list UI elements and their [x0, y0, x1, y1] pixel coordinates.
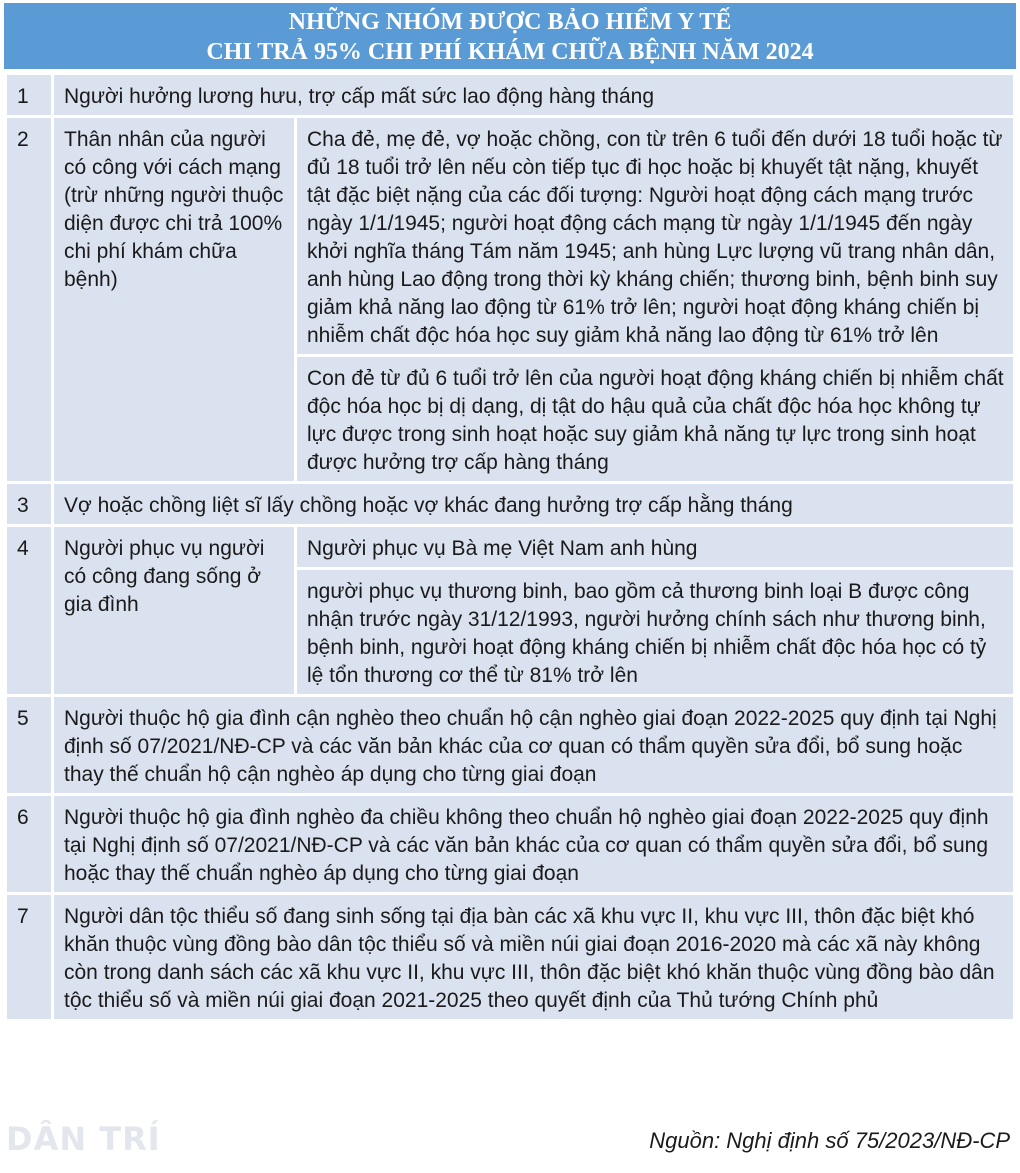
row-number: 4	[7, 527, 51, 694]
row-label: Thân nhân của người có công với cách mạng (trừ những người thuộc diện được chi trả 100% chi phí khám chữa bệnh)	[54, 118, 294, 481]
table-row	[7, 75, 1013, 115]
table-row	[7, 697, 1013, 793]
row-number: 3	[7, 484, 51, 524]
title-banner	[4, 3, 1016, 69]
row-sub-text: người phục vụ thương binh, bao gồm cả thương binh loại B được công nhận trước ngày 31/12/1993, người hưởng chính sách như thương binh, bệnh binh, người hoạt động kháng chiến bị nhiễm chất độc hóa học có tỷ lệ tổn thương cơ thể từ 81% trở lên	[297, 570, 1013, 694]
row-number: 2	[7, 118, 51, 481]
row-text: Vợ hoặc chồng liệt sĩ lấy chồng hoặc vợ khác đang hưởng trợ cấp hằng tháng	[54, 484, 1013, 524]
row-label: Người phục vụ người có công đang sống ở gia đình	[54, 527, 294, 694]
title-line-1: NHỮNG NHÓM ĐƯỢC BẢO HIỂM Y TẾ	[288, 9, 732, 35]
source-caption: Nguồn: Nghị định số 75/2023/NĐ-CP	[649, 1128, 1010, 1153]
row-number: 6	[7, 796, 51, 892]
title-line-2: CHI TRẢ 95% CHI PHÍ KHÁM CHỮA BỆNH NĂM 2024	[206, 39, 814, 65]
table-row	[7, 118, 1013, 354]
row-text: Người thuộc hộ gia đình nghèo đa chiều không theo chuẩn hộ nghèo giai đoạn 2022-2025 quy định tại Nghị định số 07/2021/NĐ-CP và các văn bản khác của cơ quan có thẩm quyền sửa đổi, bổ sung hoặc thay thế chuẩn nghèo áp dụng cho từng giai đoạn	[54, 796, 1013, 892]
row-number: 7	[7, 895, 51, 1019]
row-text: Người dân tộc thiểu số đang sinh sống tại địa bàn các xã khu vực II, khu vực III, thôn đặc biệt khó khăn thuộc vùng đồng bào dân tộc thiểu số và miền núi giai đoạn 2016-2020 mà các xã này không còn trong danh sách các xã khu vực II, khu vực III, thôn đặc biệt khó khăn thuộc vùng đồng bào dân tộc thiểu số và miền núi giai đoạn 2021-2025 theo quyết định của Thủ tướng Chính phủ	[54, 895, 1013, 1019]
row-text: Người hưởng lương hưu, trợ cấp mất sức lao động hàng tháng	[54, 75, 1013, 115]
dantri-logo: DÂN TRÍ	[6, 1120, 161, 1158]
table-row	[7, 484, 1013, 524]
row-sub-text: Con đẻ từ đủ 6 tuổi trở lên của người hoạt động kháng chiến bị nhiễm chất độc hóa học bị dị dạng, dị tật do hậu quả của chất độc hóa học không tự lực được trong sinh hoạt hoặc suy giảm khả năng tự lực trong sinh hoạt được hưởng trợ cấp hàng tháng	[297, 357, 1013, 481]
row-sub-text: Người phục vụ Bà mẹ Việt Nam anh hùng	[297, 527, 1013, 567]
table-row	[7, 527, 1013, 567]
row-number: 1	[7, 75, 51, 115]
table-row	[7, 796, 1013, 892]
groups-table	[4, 72, 1016, 1022]
table-row	[7, 895, 1013, 1019]
row-sub-text: Cha đẻ, mẹ đẻ, vợ hoặc chồng, con từ trên 6 tuổi đến dưới 18 tuổi hoặc từ đủ 18 tuổi trở lên nếu còn tiếp tục đi học hoặc bị khuyết tật nặng, khuyết tật đặc biệt nặng của các đối tượng: Người hoạt động cách mạng trước ngày 1/1/1945; người hoạt động cách mạng từ ngày 1/1/1945 đến ngày khởi nghĩa tháng Tám năm 1945; anh hùng Lực lượng vũ trang nhân dân, anh hùng Lao động trong thời kỳ kháng chiến; thương binh, bệnh binh suy giảm khả năng lao động từ 61% trở lên; người hoạt động kháng chiến bị nhiễm chất độc hóa học suy giảm khả năng lao động từ 61% trở lên	[297, 118, 1013, 354]
row-text: Người thuộc hộ gia đình cận nghèo theo chuẩn hộ cận nghèo giai đoạn 2022-2025 quy định tại Nghị định số 07/2021/NĐ-CP và các văn bản khác của cơ quan có thẩm quyền sửa đổi, bổ sung hoặc thay thế chuẩn hộ cận nghèo áp dụng cho từng giai đoạn	[54, 697, 1013, 793]
row-number: 5	[7, 697, 51, 793]
